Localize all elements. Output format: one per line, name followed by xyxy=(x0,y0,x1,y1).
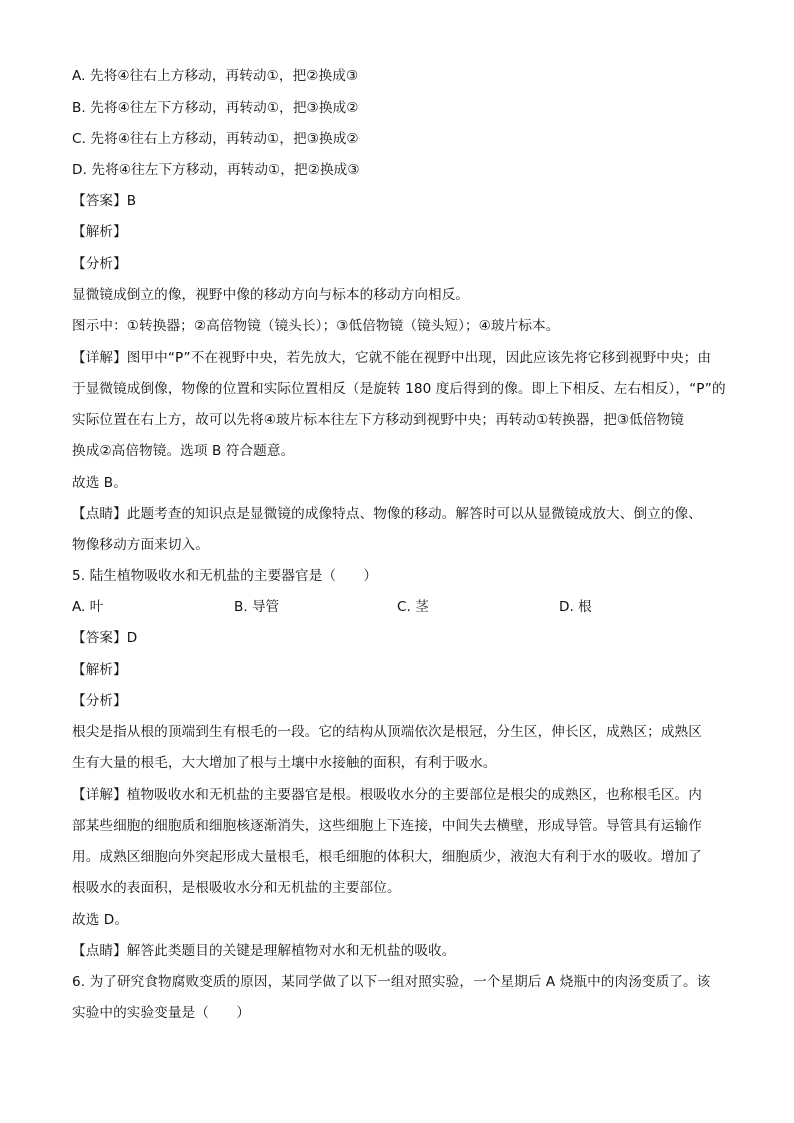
q4-detail-line-2: 于显微镜成倒像，物像的位置和实际位置相反（是旋转 180 度后得到的像。即上下相反、左右相反），“P”的 xyxy=(72,381,726,397)
q5-option-a: A. 叶 xyxy=(72,599,104,615)
q4-dianjing-line-1 xyxy=(72,504,726,524)
detail-tag: 【详解】 xyxy=(72,787,127,803)
q4-option-c: C. 先将④往右上方移动，再转动①，把③换成② xyxy=(72,131,359,147)
q4-analysis-line-1: 显微镜成倒立的像，视野中像的移动方向与标本的移动方向相反。 xyxy=(72,287,470,303)
q4-detail-line-1 xyxy=(72,348,726,368)
q5-detail-line-1 xyxy=(72,785,726,805)
q5-analysis-line-1: 根尖是指从根的顶端到生有根毛的一段。它的结构从顶端依次是根冠，分生区，伸长区，成熟区；成熟区 xyxy=(72,724,702,740)
dianjing-tag: 【点睛】 xyxy=(72,943,127,959)
q5-analysis-line-2: 生有大量的根毛，大大增加了根与土壤中水接触的面积，有利于吸水。 xyxy=(72,755,497,771)
q4-option-a: A. 先将④往右上方移动，再转动①，把②换成③ xyxy=(72,68,359,84)
q4-choose: 故选 B。 xyxy=(72,475,127,491)
dianjing-text: 解答此类题目的关键是理解植物对水和无机盐的吸收。 xyxy=(126,943,456,959)
q6-stem-line-2: 实验中的实验变量是（ ） xyxy=(72,1005,251,1021)
q5-detail-line-4: 根吸水的表面积，是根吸收水分和无机盐的主要部位。 xyxy=(72,880,401,896)
answer-value: B xyxy=(126,193,137,209)
answer-tag: 【答案】 xyxy=(72,630,127,646)
detail-tag: 【详解】 xyxy=(72,350,127,366)
q4-fenxi-heading: 【分析】 xyxy=(72,256,127,272)
q6-stem-line-1: 6. 为了研究食物腐败变质的原因，某同学做了以下一组对照实验，一个星期后 A 烧瓶中的肉汤变质了。该 xyxy=(72,974,711,990)
q5-option-b: B. 导管 xyxy=(234,599,280,615)
answer-tag: 【答案】 xyxy=(72,193,127,209)
q5-option-d: D. 根 xyxy=(559,599,592,615)
q5-answer xyxy=(72,628,726,648)
q5-option-c: C. 茎 xyxy=(397,599,429,615)
q4-option-d: D. 先将④往左下方移动，再转动①，把②换成③ xyxy=(72,162,360,178)
q4-jiexi-heading: 【解析】 xyxy=(72,224,127,240)
q4-option-b: B. 先将④往左下方移动，再转动①，把③换成② xyxy=(72,100,359,116)
q5-detail-line-2: 部某些细胞的细胞质和细胞核逐渐消失，这些细胞上下连接，中间失去横壁，形成导管。导管具有运输作 xyxy=(72,818,702,834)
q5-stem: 5. 陆生植物吸收水和无机盐的主要器官是（ ） xyxy=(72,568,378,584)
detail-text: 图甲中“P”不在视野中央，若先放大，它就不能在视野中出现，因此应该先将它移到视野中央；由 xyxy=(126,350,712,366)
q4-detail-line-3: 实际位置在右上方，故可以先将④玻片标本往左下方移动到视野中央；再转动①转换器，把③低倍物镜 xyxy=(72,412,684,428)
q4-answer xyxy=(72,191,726,211)
q5-jiexi-heading: 【解析】 xyxy=(72,662,127,678)
q5-fenxi-heading: 【分析】 xyxy=(72,693,127,709)
q5-detail-line-3: 用。成熟区细胞向外突起形成大量根毛，根毛细胞的体积大，细胞质少，液泡大有利于水的吸收。增加了 xyxy=(72,849,702,865)
q5-dianjing xyxy=(72,941,726,961)
q4-detail-line-4: 换成②高倍物镜。选项 B 符合题意。 xyxy=(72,443,295,459)
dianjing-tag: 【点睛】 xyxy=(72,506,127,522)
dianjing-text: 此题考查的知识点是显微镜的成像特点、物像的移动。解答时可以从显微镜成放大、倒立的像、 xyxy=(126,506,702,522)
q4-dianjing-line-2: 物像移动方面来切入。 xyxy=(72,537,209,553)
answer-value: D xyxy=(126,630,138,646)
q5-choose: 故选 D。 xyxy=(72,912,129,928)
detail-text: 植物吸收水和无机盐的主要器官是根。根吸收水分的主要部位是根尖的成熟区，也称根毛区。内 xyxy=(126,787,702,803)
q4-analysis-line-2: 图示中：①转换器；②高倍物镜（镜头长）；③低倍物镜（镜头短）；④玻片标本。 xyxy=(72,318,560,334)
